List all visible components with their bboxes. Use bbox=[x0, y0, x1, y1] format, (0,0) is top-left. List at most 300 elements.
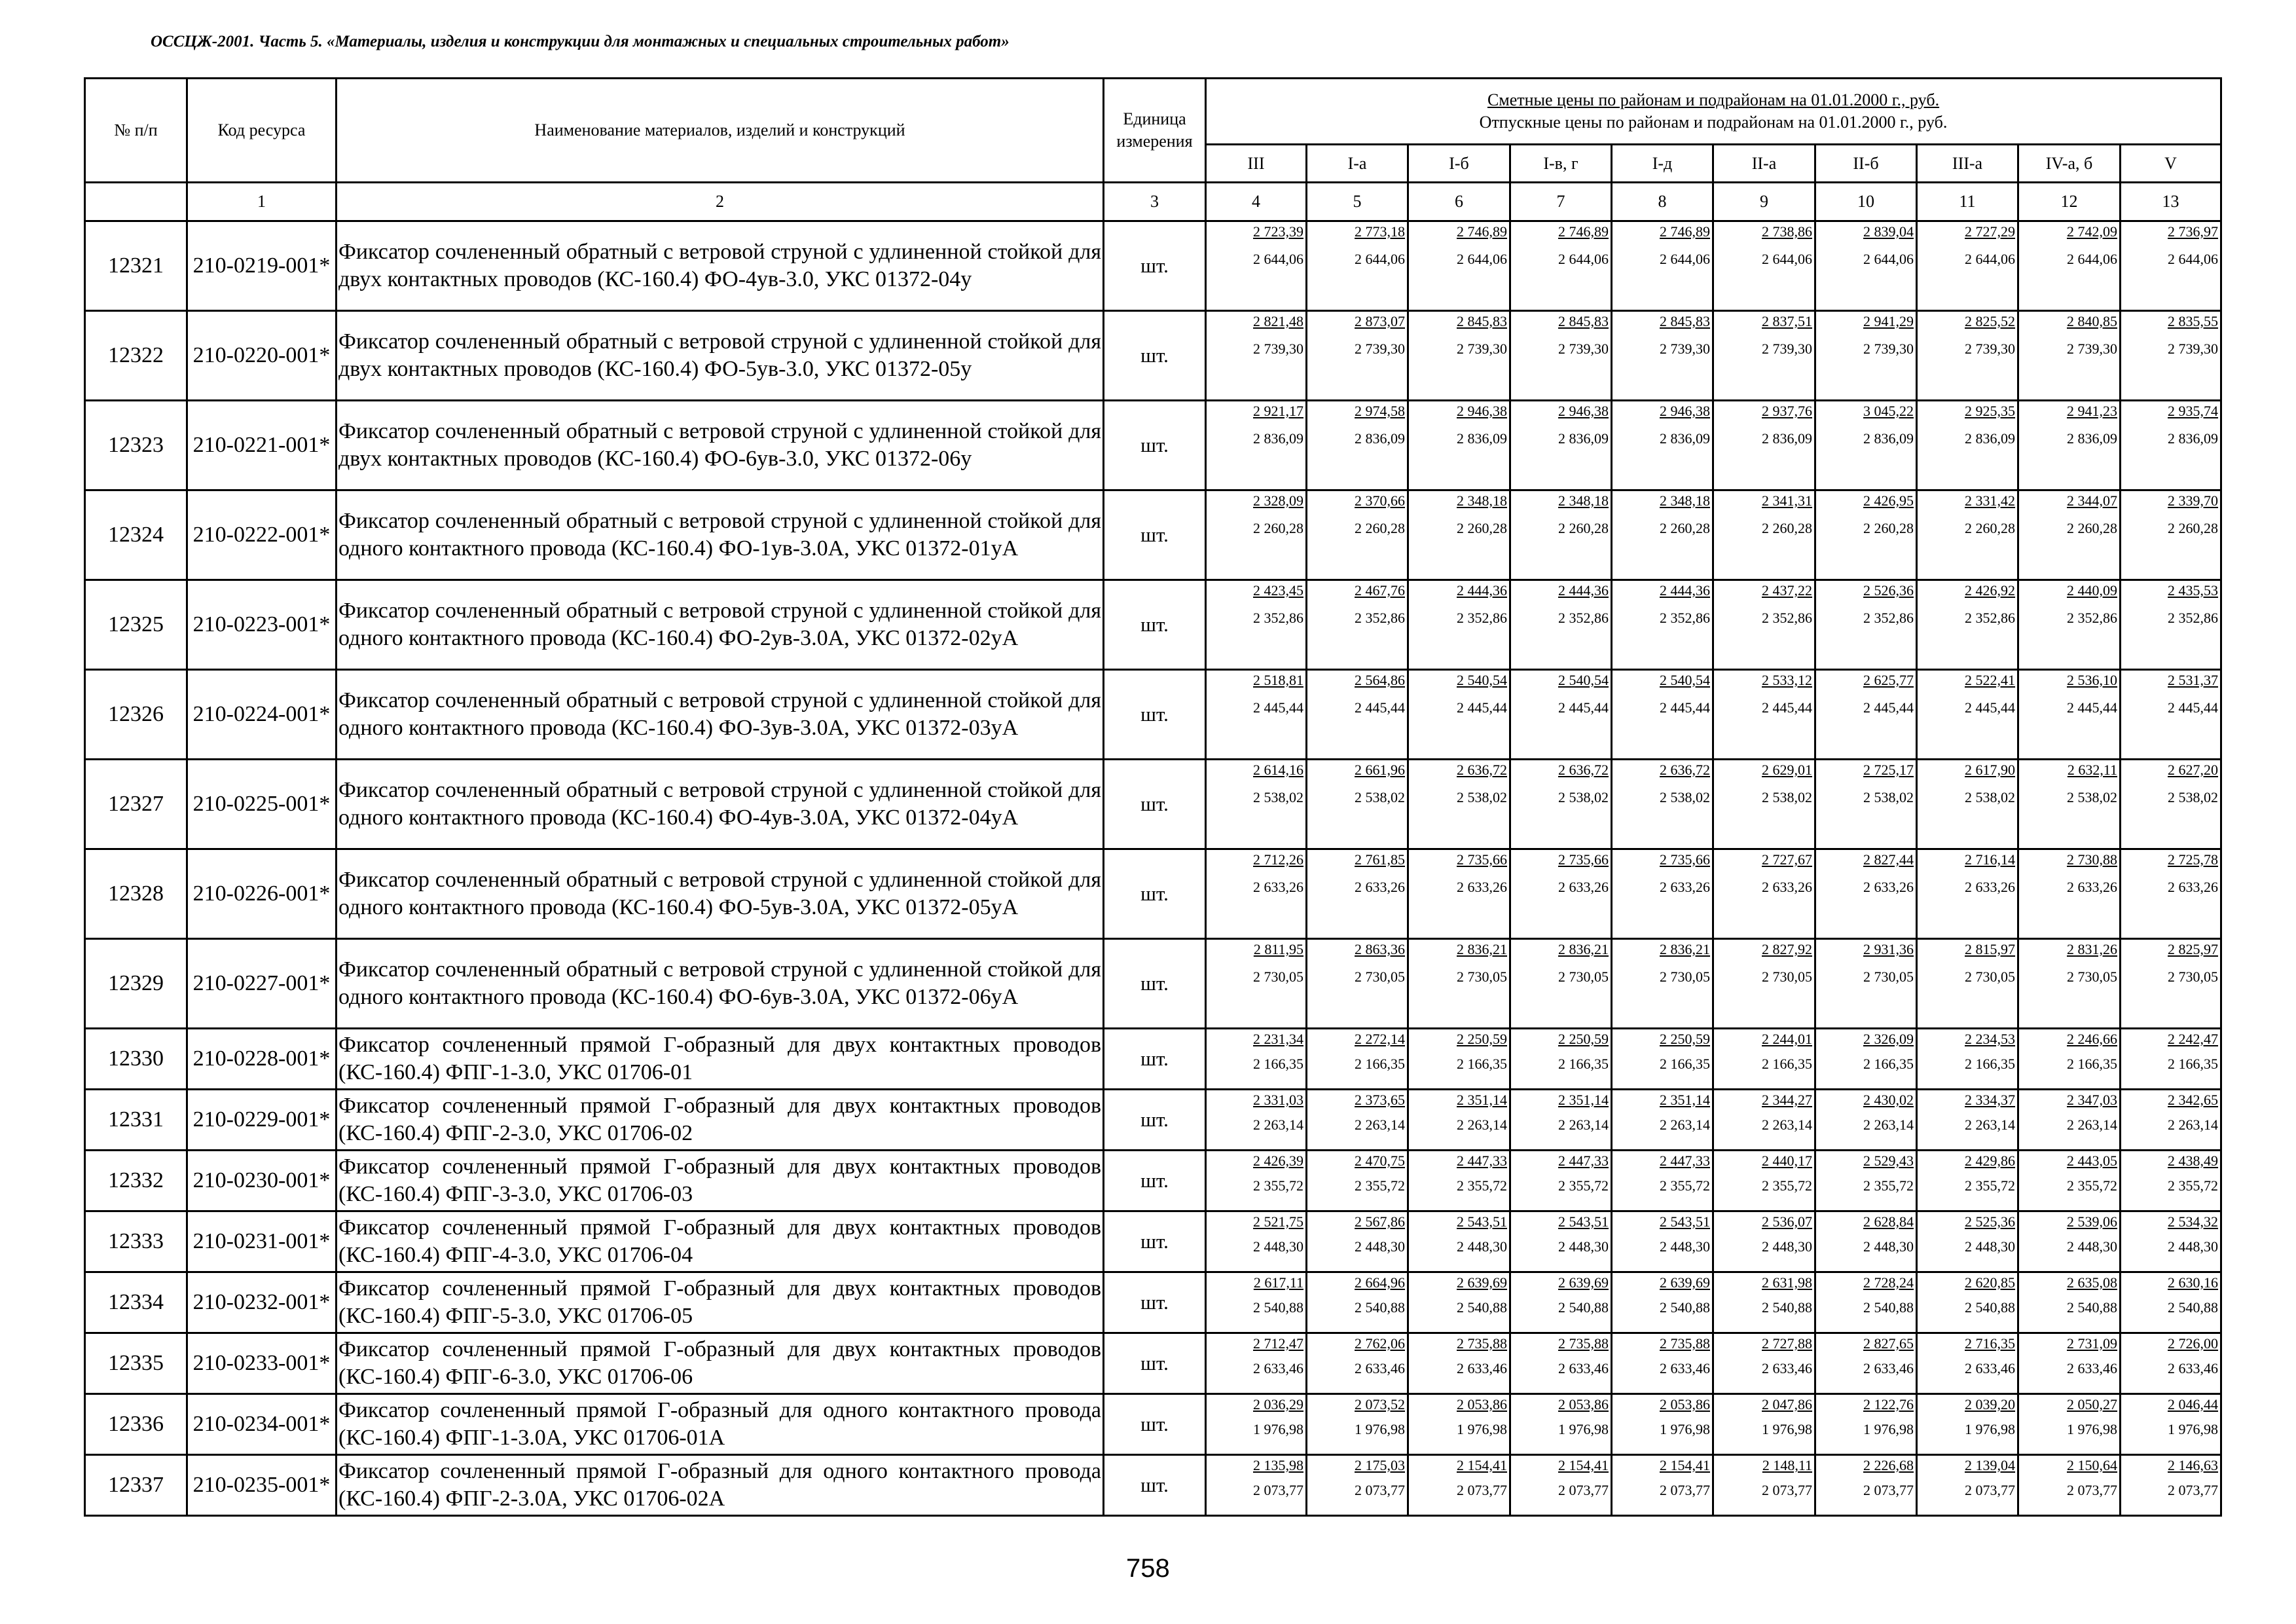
price-cell bbox=[1510, 1394, 1612, 1455]
item-name: Фиксатор сочлененный прямой Г-образный для двух контактных проводов (КС-160.4) ФПГ-3-3.0, УКС 01706-03 bbox=[337, 1151, 1104, 1211]
item-name: Фиксатор сочлененный обратный с ветровой струной с удлиненной стойкой для двух контактных проводов (КС-160.4) ФО-4ув-3.0, УКС 01372-04у bbox=[337, 221, 1104, 311]
release-price: 2 836,09 bbox=[1355, 430, 1405, 447]
release-price: 2 540,88 bbox=[1660, 1299, 1710, 1316]
release-price: 2 739,30 bbox=[2168, 341, 2219, 357]
estimate-price: 2 636,72 bbox=[1660, 762, 1710, 778]
price-cell bbox=[1612, 939, 1713, 1029]
estimate-price: 2 447,33 bbox=[1558, 1153, 1609, 1169]
price-cell bbox=[2121, 221, 2221, 311]
estimate-price: 2 845,83 bbox=[1660, 313, 1710, 329]
price-cell bbox=[1917, 1394, 2018, 1455]
item-name: Фиксатор сочлененный обратный с ветровой струной с удлиненной стойкой для одного контактного провода (КС-160.4) ФО-4ув-3.0А, УКС 01372-04уА bbox=[337, 760, 1104, 849]
price-cell bbox=[2121, 849, 2221, 939]
unit-of-measure: шт. bbox=[1104, 670, 1206, 760]
release-price: 2 263,14 bbox=[1558, 1116, 1609, 1133]
price-cell bbox=[1917, 670, 2018, 760]
price-cell bbox=[1408, 760, 1510, 849]
estimate-price: 2 150,64 bbox=[2067, 1457, 2117, 1473]
release-price: 2 739,30 bbox=[1965, 341, 2015, 357]
release-price: 2 633,26 bbox=[1355, 879, 1405, 895]
price-cell bbox=[2018, 1211, 2121, 1272]
release-price: 2 166,35 bbox=[1762, 1056, 1812, 1072]
release-price: 2 836,09 bbox=[1558, 430, 1609, 447]
price-cell bbox=[2018, 760, 2121, 849]
row-number: 12327 bbox=[85, 760, 187, 849]
price-cell bbox=[1206, 1029, 1307, 1090]
price-cell bbox=[1713, 1455, 1815, 1516]
estimate-price: 2 426,95 bbox=[1863, 492, 1914, 509]
estimate-price: 2 946,38 bbox=[1457, 403, 1507, 419]
estimate-price: 2 746,89 bbox=[1558, 223, 1609, 240]
release-price: 2 633,26 bbox=[1253, 879, 1303, 895]
release-price: 2 073,77 bbox=[1355, 1482, 1405, 1498]
price-cell bbox=[1408, 1151, 1510, 1211]
price-cell bbox=[1307, 221, 1408, 311]
estimate-price: 2 639,69 bbox=[1558, 1274, 1609, 1291]
price-cell bbox=[1815, 1394, 1917, 1455]
release-price: 2 445,44 bbox=[1863, 699, 1914, 716]
price-cell bbox=[1206, 1333, 1307, 1394]
release-price: 2 073,77 bbox=[1660, 1482, 1710, 1498]
price-cell bbox=[1307, 580, 1408, 670]
price-cell bbox=[1612, 1333, 1713, 1394]
table-row bbox=[85, 849, 2221, 939]
release-price: 2 540,88 bbox=[1558, 1299, 1609, 1316]
release-price: 2 073,77 bbox=[2067, 1482, 2117, 1498]
price-cell bbox=[1815, 849, 1917, 939]
unit-of-measure: шт. bbox=[1104, 221, 1206, 311]
price-cell bbox=[1612, 401, 1713, 490]
price-cell bbox=[1307, 760, 1408, 849]
estimate-price: 2 373,65 bbox=[1355, 1092, 1405, 1108]
price-cell bbox=[1713, 1151, 1815, 1211]
release-price: 2 445,44 bbox=[1762, 699, 1812, 716]
estimate-price: 2 827,44 bbox=[1863, 851, 1914, 868]
region-header: III-а bbox=[1917, 145, 2018, 183]
release-price: 2 540,88 bbox=[1965, 1299, 2015, 1316]
row-number: 12326 bbox=[85, 670, 187, 760]
estimate-price: 2 735,66 bbox=[1558, 851, 1609, 868]
price-cell bbox=[1713, 1211, 1815, 1272]
release-price: 2 644,06 bbox=[1965, 251, 2015, 267]
price-cell bbox=[1408, 490, 1510, 580]
estimate-price: 2 825,97 bbox=[2168, 941, 2219, 957]
estimate-price: 2 148,11 bbox=[1762, 1457, 1812, 1473]
resource-code: 210-0222-001* bbox=[187, 490, 337, 580]
release-price: 2 355,72 bbox=[1660, 1177, 1710, 1194]
estimate-price: 2 334,37 bbox=[1965, 1092, 2015, 1108]
price-cell bbox=[1408, 401, 1510, 490]
release-price: 2 633,46 bbox=[1253, 1360, 1303, 1376]
price-cell bbox=[2018, 939, 2121, 1029]
estimate-price: 2 835,55 bbox=[2168, 313, 2219, 329]
release-price: 2 445,44 bbox=[1965, 699, 2015, 716]
price-cell bbox=[1815, 580, 1917, 670]
estimate-price: 2 342,65 bbox=[2168, 1092, 2219, 1108]
price-cell bbox=[2121, 760, 2221, 849]
header-prices-estimate: Сметные цены по районам и подрайонам на 01.01.2000 г., руб. bbox=[1487, 90, 1940, 109]
estimate-price: 2 564,86 bbox=[1355, 672, 1405, 688]
estimate-price: 2 629,01 bbox=[1762, 762, 1812, 778]
row-number: 12332 bbox=[85, 1151, 187, 1211]
price-cell bbox=[1612, 221, 1713, 311]
release-price: 2 352,86 bbox=[1965, 610, 2015, 626]
price-cell bbox=[1408, 1455, 1510, 1516]
row-number: 12322 bbox=[85, 311, 187, 401]
release-price: 2 644,06 bbox=[1355, 251, 1405, 267]
resource-code: 210-0231-001* bbox=[187, 1211, 337, 1272]
estimate-price: 2 831,26 bbox=[2067, 941, 2117, 957]
row-number: 12337 bbox=[85, 1455, 187, 1516]
estimate-price: 2 522,41 bbox=[1965, 672, 2015, 688]
release-price: 2 538,02 bbox=[1762, 789, 1812, 805]
release-price: 2 633,26 bbox=[1457, 879, 1507, 895]
estimate-price: 2 540,54 bbox=[1660, 672, 1710, 688]
release-price: 2 836,09 bbox=[2067, 430, 2117, 447]
price-cell bbox=[2121, 939, 2221, 1029]
price-cell bbox=[1713, 849, 1815, 939]
estimate-price: 2 543,51 bbox=[1457, 1213, 1507, 1230]
release-price: 2 633,26 bbox=[1762, 879, 1812, 895]
column-number: 4 bbox=[1206, 183, 1307, 221]
estimate-price: 2 073,52 bbox=[1355, 1396, 1405, 1412]
release-price: 2 633,26 bbox=[1863, 879, 1914, 895]
unit-of-measure: шт. bbox=[1104, 1272, 1206, 1333]
header-unit: Единица измерения bbox=[1104, 79, 1206, 183]
unit-of-measure: шт. bbox=[1104, 1211, 1206, 1272]
estimate-price: 2 543,51 bbox=[1660, 1213, 1710, 1230]
estimate-price: 2 661,96 bbox=[1355, 762, 1405, 778]
estimate-price: 2 726,00 bbox=[2168, 1335, 2219, 1352]
estimate-price: 2 935,74 bbox=[2168, 403, 2219, 419]
estimate-price: 2 941,29 bbox=[1863, 313, 1914, 329]
release-price: 2 538,02 bbox=[1253, 789, 1303, 805]
release-price: 2 730,05 bbox=[2067, 969, 2117, 985]
release-price: 2 166,35 bbox=[1355, 1056, 1405, 1072]
resource-code: 210-0234-001* bbox=[187, 1394, 337, 1455]
release-price: 2 352,86 bbox=[1863, 610, 1914, 626]
estimate-price: 2 636,72 bbox=[1457, 762, 1507, 778]
price-cell bbox=[1408, 1029, 1510, 1090]
release-price: 1 976,98 bbox=[1558, 1421, 1609, 1437]
release-price: 2 263,14 bbox=[1253, 1116, 1303, 1133]
release-price: 2 730,05 bbox=[1762, 969, 1812, 985]
price-cell bbox=[1917, 1151, 2018, 1211]
estimate-price: 2 946,38 bbox=[1558, 403, 1609, 419]
release-price: 2 739,30 bbox=[2067, 341, 2117, 357]
price-cell bbox=[2018, 401, 2121, 490]
release-price: 2 352,86 bbox=[1558, 610, 1609, 626]
release-price: 2 073,77 bbox=[1457, 1482, 1507, 1498]
release-price: 2 260,28 bbox=[1863, 520, 1914, 536]
row-number: 12321 bbox=[85, 221, 187, 311]
estimate-price: 2 467,76 bbox=[1355, 582, 1405, 599]
release-price: 2 730,05 bbox=[1558, 969, 1609, 985]
release-price: 2 448,30 bbox=[1660, 1238, 1710, 1255]
table-row bbox=[85, 1029, 2221, 1090]
estimate-price: 2 326,09 bbox=[1863, 1031, 1914, 1047]
resource-code: 210-0221-001* bbox=[187, 401, 337, 490]
estimate-price: 2 836,21 bbox=[1457, 941, 1507, 957]
estimate-price: 2 731,09 bbox=[2067, 1335, 2117, 1352]
price-cell bbox=[1408, 1272, 1510, 1333]
estimate-price: 2 470,75 bbox=[1355, 1153, 1405, 1169]
estimate-price: 2 250,59 bbox=[1457, 1031, 1507, 1047]
release-price: 2 730,05 bbox=[1965, 969, 2015, 985]
price-cell bbox=[1815, 1211, 1917, 1272]
release-price: 2 448,30 bbox=[1762, 1238, 1812, 1255]
release-price: 2 633,26 bbox=[1965, 879, 2015, 895]
item-name: Фиксатор сочлененный прямой Г-образный для двух контактных проводов (КС-160.4) ФПГ-2-3.0, УКС 01706-02 bbox=[337, 1090, 1104, 1151]
release-price: 2 540,88 bbox=[1863, 1299, 1914, 1316]
price-cell bbox=[1713, 1333, 1815, 1394]
release-price: 2 538,02 bbox=[1863, 789, 1914, 805]
estimate-price: 2 836,21 bbox=[1558, 941, 1609, 957]
region-header: II-б bbox=[1815, 145, 1917, 183]
estimate-price: 2 627,20 bbox=[2168, 762, 2219, 778]
item-name: Фиксатор сочлененный обратный с ветровой струной с удлиненной стойкой для одного контактного провода (КС-160.4) ФО-1ув-3.0А, УКС 01372-01уА bbox=[337, 490, 1104, 580]
item-name: Фиксатор сочлененный обратный с ветровой струной с удлиненной стойкой для одного контактного провода (КС-160.4) ФО-3ув-3.0А, УКС 01372-03уА bbox=[337, 670, 1104, 760]
estimate-price: 2 331,42 bbox=[1965, 492, 2015, 509]
price-cell bbox=[1917, 760, 2018, 849]
estimate-price: 2 617,90 bbox=[1965, 762, 2015, 778]
release-price: 2 263,14 bbox=[1355, 1116, 1405, 1133]
estimate-price: 2 347,03 bbox=[2067, 1092, 2117, 1108]
estimate-price: 2 444,36 bbox=[1558, 582, 1609, 599]
estimate-price: 2 533,12 bbox=[1762, 672, 1812, 688]
release-price: 2 633,26 bbox=[2168, 879, 2219, 895]
estimate-price: 2 730,88 bbox=[2067, 851, 2117, 868]
header-name: Наименование материалов, изделий и конструкций bbox=[337, 79, 1104, 183]
estimate-price: 2 046,44 bbox=[2168, 1396, 2219, 1412]
estimate-price: 2 146,63 bbox=[2168, 1457, 2219, 1473]
price-cell bbox=[2121, 1333, 2221, 1394]
release-price: 2 538,02 bbox=[1457, 789, 1507, 805]
column-number: 6 bbox=[1408, 183, 1510, 221]
estimate-price: 2 429,86 bbox=[1965, 1153, 2015, 1169]
estimate-price: 2 250,59 bbox=[1558, 1031, 1609, 1047]
estimate-price: 2 727,29 bbox=[1965, 223, 2015, 240]
estimate-price: 2 937,76 bbox=[1762, 403, 1812, 419]
estimate-price: 2 444,36 bbox=[1457, 582, 1507, 599]
release-price: 2 445,44 bbox=[2067, 699, 2117, 716]
price-cell bbox=[2018, 580, 2121, 670]
row-number: 12328 bbox=[85, 849, 187, 939]
estimate-price: 2 628,84 bbox=[1863, 1213, 1914, 1230]
estimate-price: 2 712,26 bbox=[1253, 851, 1303, 868]
release-price: 2 730,05 bbox=[1253, 969, 1303, 985]
release-price: 2 263,14 bbox=[1863, 1116, 1914, 1133]
release-price: 2 633,26 bbox=[1660, 879, 1710, 895]
release-price: 2 540,88 bbox=[1457, 1299, 1507, 1316]
release-price: 2 730,05 bbox=[1863, 969, 1914, 985]
resource-code: 210-0230-001* bbox=[187, 1151, 337, 1211]
price-cell bbox=[1206, 1211, 1307, 1272]
release-price: 2 166,35 bbox=[1965, 1056, 2015, 1072]
column-number: 13 bbox=[2121, 183, 2221, 221]
price-cell bbox=[1206, 1090, 1307, 1151]
price-cell bbox=[1713, 1029, 1815, 1090]
region-header: IV-а, б bbox=[2018, 145, 2121, 183]
header-prices bbox=[1206, 79, 2221, 145]
price-cell bbox=[1815, 1272, 1917, 1333]
estimate-price: 2 735,88 bbox=[1558, 1335, 1609, 1352]
estimate-price: 3 045,22 bbox=[1863, 403, 1914, 419]
estimate-price: 2 344,27 bbox=[1762, 1092, 1812, 1108]
release-price: 2 538,02 bbox=[1355, 789, 1405, 805]
price-cell bbox=[1815, 1455, 1917, 1516]
price-cell bbox=[1713, 1272, 1815, 1333]
estimate-price: 2 443,05 bbox=[2067, 1153, 2117, 1169]
estimate-price: 2 811,95 bbox=[1253, 941, 1303, 957]
estimate-price: 2 246,66 bbox=[2067, 1031, 2117, 1047]
price-cell bbox=[1815, 939, 1917, 1029]
estimate-price: 2 625,77 bbox=[1863, 672, 1914, 688]
release-price: 2 448,30 bbox=[1965, 1238, 2015, 1255]
price-cell bbox=[1307, 1455, 1408, 1516]
price-cell bbox=[1713, 490, 1815, 580]
header-prices-release: Отпускные цены по районам и подрайонам на 01.01.2000 г., руб. bbox=[1479, 113, 1948, 132]
price-cell bbox=[1408, 1090, 1510, 1151]
unit-of-measure: шт. bbox=[1104, 1090, 1206, 1151]
release-price: 2 730,05 bbox=[1457, 969, 1507, 985]
estimate-price: 2 925,35 bbox=[1965, 403, 2015, 419]
estimate-price: 2 746,89 bbox=[1457, 223, 1507, 240]
unit-of-measure: шт. bbox=[1104, 1333, 1206, 1394]
estimate-price: 2 839,04 bbox=[1863, 223, 1914, 240]
price-cell bbox=[2121, 670, 2221, 760]
release-price: 2 260,28 bbox=[1558, 520, 1609, 536]
price-cell bbox=[1206, 401, 1307, 490]
release-price: 2 166,35 bbox=[2067, 1056, 2117, 1072]
release-price: 2 633,46 bbox=[1558, 1360, 1609, 1376]
table-row bbox=[85, 1455, 2221, 1516]
unit-of-measure: шт. bbox=[1104, 849, 1206, 939]
estimate-price: 2 339,70 bbox=[2168, 492, 2219, 509]
estimate-price: 2 438,49 bbox=[2168, 1153, 2219, 1169]
estimate-price: 2 531,37 bbox=[2168, 672, 2219, 688]
price-cell bbox=[1713, 760, 1815, 849]
price-cell bbox=[1307, 1090, 1408, 1151]
release-price: 2 260,28 bbox=[2168, 520, 2219, 536]
row-number: 12335 bbox=[85, 1333, 187, 1394]
estimate-price: 2 762,06 bbox=[1355, 1335, 1405, 1352]
item-name: Фиксатор сочлененный обратный с ветровой струной с удлиненной стойкой для двух контактных проводов (КС-160.4) ФО-6ув-3.0, УКС 01372-06у bbox=[337, 401, 1104, 490]
unit-of-measure: шт. bbox=[1104, 939, 1206, 1029]
release-price: 2 739,30 bbox=[1253, 341, 1303, 357]
release-price: 2 448,30 bbox=[1558, 1238, 1609, 1255]
estimate-price: 2 351,14 bbox=[1660, 1092, 1710, 1108]
table-row bbox=[85, 401, 2221, 490]
price-cell bbox=[1206, 760, 1307, 849]
estimate-price: 2 430,02 bbox=[1863, 1092, 1914, 1108]
release-price: 2 073,77 bbox=[1253, 1482, 1303, 1498]
price-cell bbox=[1510, 670, 1612, 760]
price-cell bbox=[1612, 1029, 1713, 1090]
release-price: 2 633,46 bbox=[2168, 1360, 2219, 1376]
price-cell bbox=[1917, 1455, 2018, 1516]
price-cell bbox=[2018, 221, 2121, 311]
estimate-price: 2 617,11 bbox=[1253, 1274, 1303, 1291]
estimate-price: 2 348,18 bbox=[1660, 492, 1710, 509]
release-price: 2 448,30 bbox=[1457, 1238, 1507, 1255]
estimate-price: 2 039,20 bbox=[1965, 1396, 2015, 1412]
estimate-price: 2 840,85 bbox=[2067, 313, 2117, 329]
item-name: Фиксатор сочлененный обратный с ветровой струной с удлиненной стойкой для одного контактного провода (КС-160.4) ФО-2ув-3.0А, УКС 01372-02уА bbox=[337, 580, 1104, 670]
estimate-price: 2 727,67 bbox=[1762, 851, 1812, 868]
release-price: 2 836,09 bbox=[1863, 430, 1914, 447]
estimate-price: 2 250,59 bbox=[1660, 1031, 1710, 1047]
estimate-price: 2 725,78 bbox=[2168, 851, 2219, 868]
price-cell bbox=[1713, 1090, 1815, 1151]
release-price: 2 445,44 bbox=[1355, 699, 1405, 716]
release-price: 2 445,44 bbox=[1660, 699, 1710, 716]
release-price: 2 836,09 bbox=[1965, 430, 2015, 447]
estimate-price: 2 539,06 bbox=[2067, 1213, 2117, 1230]
price-cell bbox=[1408, 670, 1510, 760]
release-price: 2 448,30 bbox=[2067, 1238, 2117, 1255]
item-name: Фиксатор сочлененный прямой Г-образный для одного контактного провода (КС-160.4) ФПГ-1-3.0А, УКС 01706-01А bbox=[337, 1394, 1104, 1455]
release-price: 2 263,14 bbox=[1762, 1116, 1812, 1133]
estimate-price: 2 440,09 bbox=[2067, 582, 2117, 599]
estimate-price: 2 735,88 bbox=[1660, 1335, 1710, 1352]
price-cell bbox=[1815, 401, 1917, 490]
price-cell bbox=[2018, 311, 2121, 401]
release-price: 2 355,72 bbox=[1558, 1177, 1609, 1194]
release-price: 2 263,14 bbox=[2067, 1116, 2117, 1133]
price-cell bbox=[1307, 1272, 1408, 1333]
estimate-price: 2 423,45 bbox=[1253, 582, 1303, 599]
row-number: 12323 bbox=[85, 401, 187, 490]
price-cell bbox=[1510, 1090, 1612, 1151]
price-cell bbox=[1206, 1394, 1307, 1455]
estimate-price: 2 139,04 bbox=[1965, 1457, 2015, 1473]
release-price: 2 730,05 bbox=[1355, 969, 1405, 985]
estimate-price: 2 921,17 bbox=[1253, 403, 1303, 419]
region-header: I-д bbox=[1612, 145, 1713, 183]
resource-code: 210-0227-001* bbox=[187, 939, 337, 1029]
unit-of-measure: шт. bbox=[1104, 1394, 1206, 1455]
price-cell bbox=[1612, 580, 1713, 670]
estimate-price: 2 631,98 bbox=[1762, 1274, 1812, 1291]
unit-of-measure: шт. bbox=[1104, 401, 1206, 490]
table-row bbox=[85, 221, 2221, 311]
release-price: 2 538,02 bbox=[2067, 789, 2117, 805]
release-price: 2 355,72 bbox=[1253, 1177, 1303, 1194]
estimate-price: 2 053,86 bbox=[1660, 1396, 1710, 1412]
release-price: 2 263,14 bbox=[1965, 1116, 2015, 1133]
estimate-price: 2 348,18 bbox=[1457, 492, 1507, 509]
release-price: 2 739,30 bbox=[1355, 341, 1405, 357]
price-table bbox=[84, 77, 2222, 1517]
price-cell bbox=[2018, 1151, 2121, 1211]
release-price: 2 538,02 bbox=[2168, 789, 2219, 805]
release-price: 1 976,98 bbox=[1660, 1421, 1710, 1437]
release-price: 2 538,02 bbox=[1558, 789, 1609, 805]
price-cell bbox=[1307, 401, 1408, 490]
estimate-price: 2 231,34 bbox=[1253, 1031, 1303, 1047]
estimate-price: 2 351,14 bbox=[1457, 1092, 1507, 1108]
price-cell bbox=[2121, 401, 2221, 490]
price-cell bbox=[2018, 1394, 2121, 1455]
row-number: 12333 bbox=[85, 1211, 187, 1272]
estimate-price: 2 827,65 bbox=[1863, 1335, 1914, 1352]
release-price: 2 263,14 bbox=[1660, 1116, 1710, 1133]
estimate-price: 2 736,97 bbox=[2168, 223, 2219, 240]
price-cell bbox=[1815, 221, 1917, 311]
release-price: 2 448,30 bbox=[2168, 1238, 2219, 1255]
resource-code: 210-0232-001* bbox=[187, 1272, 337, 1333]
